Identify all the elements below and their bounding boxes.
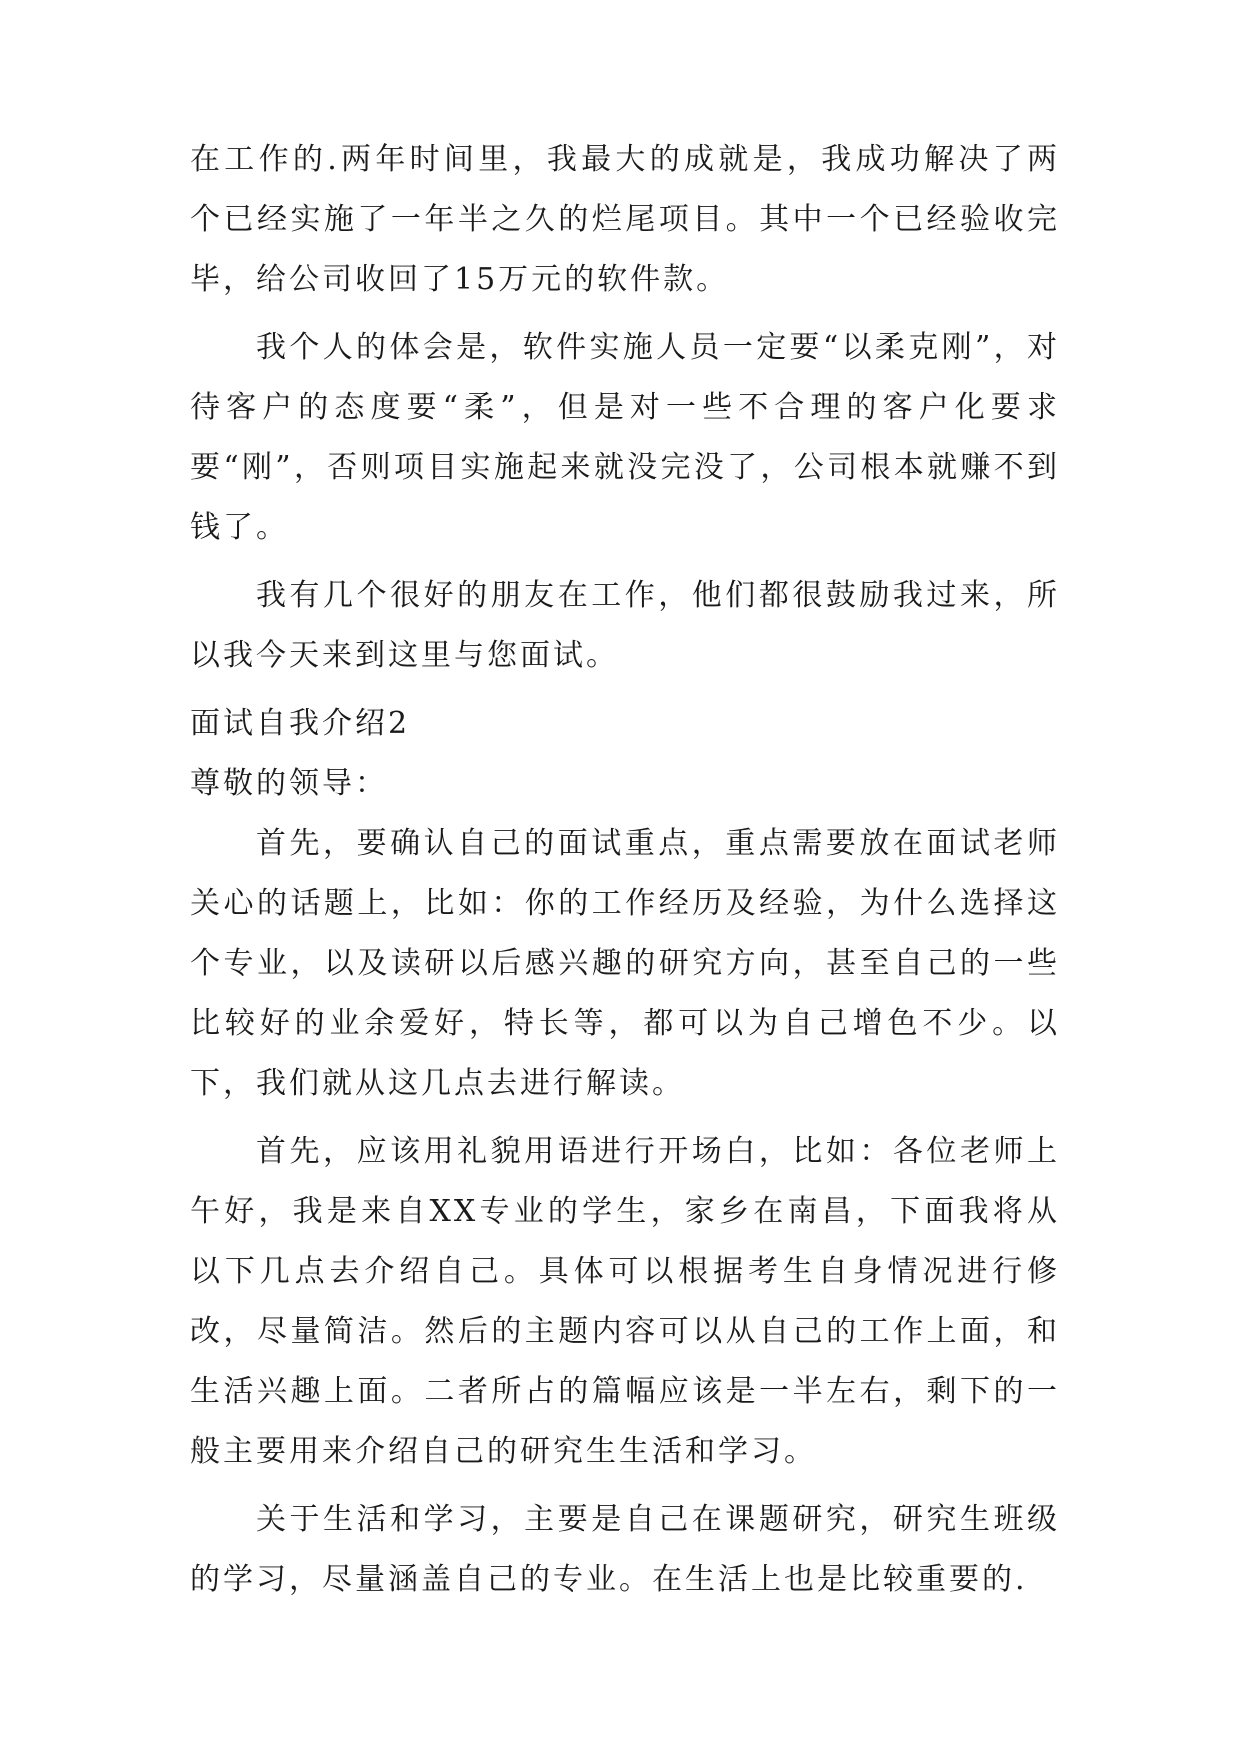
paragraph-experience: 我个人的体会是，软件实施人员一定要“以柔克刚”，对待客户的态度要“柔”，但是对一些不合理的客户化要求要“刚”，否则项目实施起来就没完没了，公司根本就赚不到钱了。 <box>190 330 1060 545</box>
paragraph-opening: 首先，应该用礼貌用语进行开场白，比如：各位老师上午好，我是来自XX专业的学生，家乡在南昌，下面我将从以下几点去介绍自己。具体可以根据考生自身情况进行修改，尽量简洁。然后的主题内容可以从自己的工作上面，和生活兴趣上面。二者所占的篇幅应该是一半左右，剩下的一般主要用来介绍自己的研究生生活和学习。 <box>190 1134 1060 1469</box>
section-heading: 面试自我介绍2 <box>190 706 411 741</box>
document-body <box>190 130 1060 1618</box>
paragraph-friends: 我有几个很好的朋友在工作，他们都很鼓励我过来，所以我今天来到这里与您面试。 <box>190 578 1060 673</box>
paragraph-study-life: 关于生活和学习，主要是自己在课题研究，研究生班级的学习，尽量涵盖自己的专业。在生活上也是比较重要的. <box>190 1502 1060 1597</box>
paragraph-continued: 在工作的.两年时间里，我最大的成就是，我成功解决了两个已经实施了一年半之久的烂尾项目。其中一个已经验收完毕，给公司收回了15万元的软件款。 <box>190 142 1060 297</box>
salutation: 尊敬的领导： <box>190 766 388 801</box>
paragraph-focus: 首先，要确认自己的面试重点，重点需要放在面试老师关心的话题上，比如：你的工作经历及经验，为什么选择这个专业，以及读研以后感兴趣的研究方向，甚至自己的一些比较好的业余爱好，特长等，都可以为自己增色不少。以下，我们就从这几点去进行解读。 <box>190 826 1060 1101</box>
